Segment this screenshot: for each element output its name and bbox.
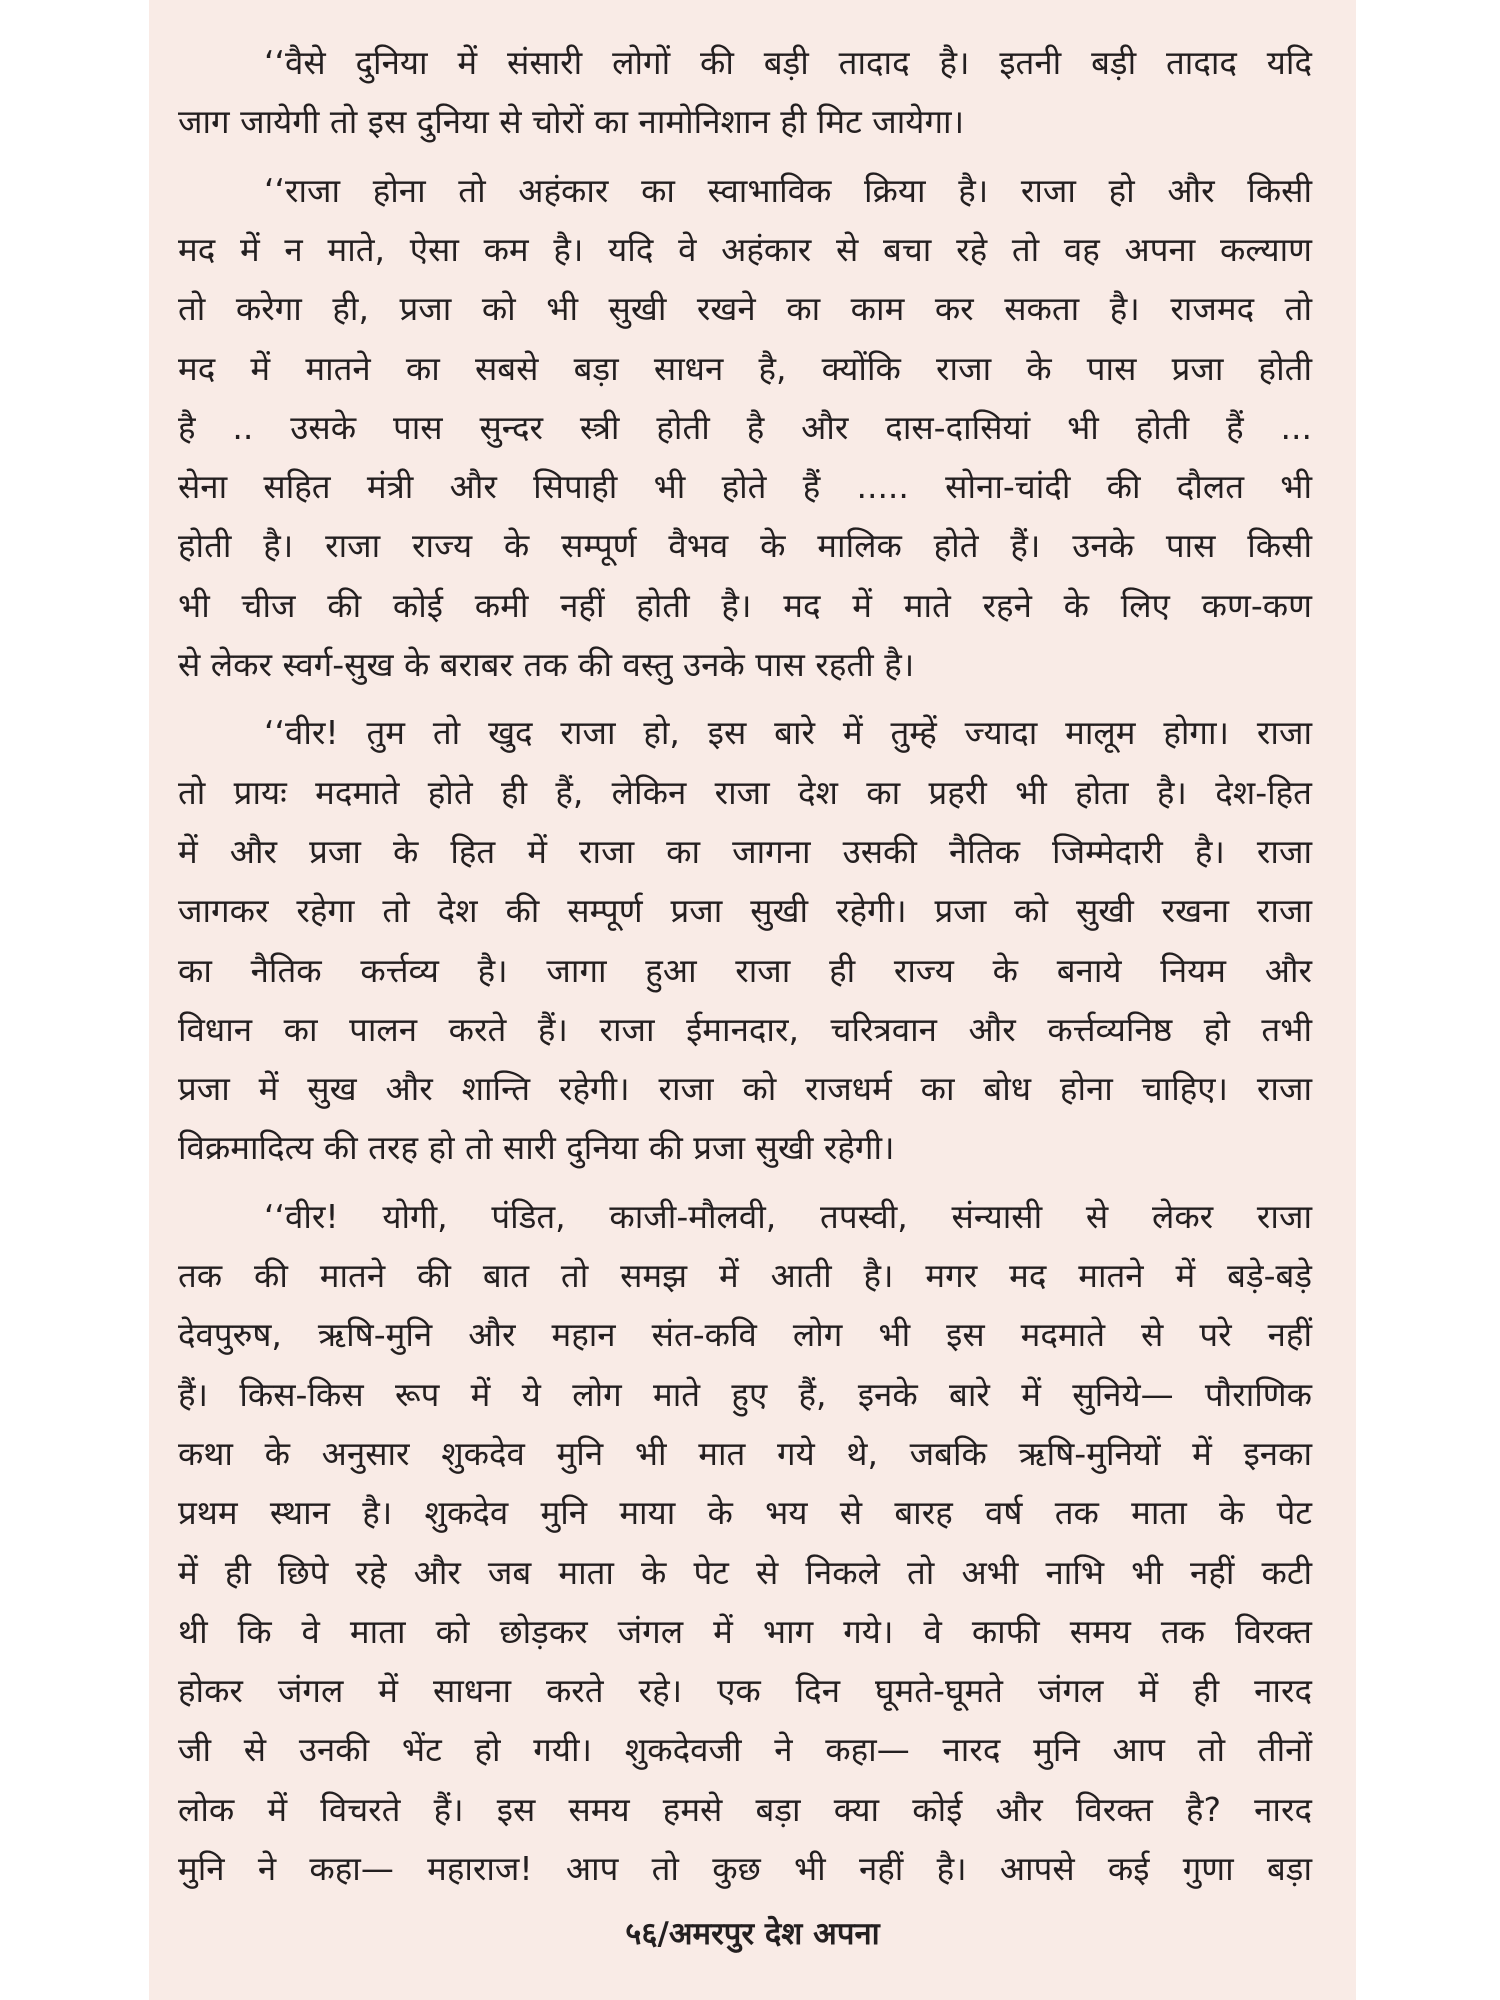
text-line: से लेकर स्वर्ग-सुख के बराबर तक की वस्तु उनके पास रहती है। <box>178 645 915 684</box>
text-line: देवपुरुष, ऋषि-मुनि और महान संत-कवि लोग भी इस मदमाते से परे नहीं <box>178 1315 1312 1355</box>
text-line: मुनि ने कहा— महाराज! आप तो कुछ भी नहीं है। आपसे कई गुणा बड़ा <box>178 1849 1312 1888</box>
text-line: मद में मातने का सबसे बड़ा साधन है, क्योंकि राजा के पास प्रजा होती <box>178 348 1312 388</box>
text-line: लोक में विचरते हैं। इस समय हमसे बड़ा क्या कोई और विरक्त है? नारद <box>178 1789 1312 1829</box>
text-line: होकर जंगल में साधना करते रहे। एक दिन घूमते-घूमते जंगल में ही नारद <box>178 1671 1312 1711</box>
text-line: हैं। किस-किस रूप में ये लोग माते हुए हैं, इनके बारे में सुनिये— पौराणिक <box>178 1374 1312 1414</box>
text-line: थी कि वे माता को छोड़कर जंगल में भाग गये। वे काफी समय तक विरक्त <box>178 1611 1312 1651</box>
text-line: जी से उनकी भेंट हो गयी। शुकदेवजी ने कहा— नारद मुनि आप तो तीनों <box>178 1730 1312 1770</box>
text-line: सेना सहित मंत्री और सिपाही भी होते हैं ..... सोना-चांदी की दौलत भी <box>178 467 1312 507</box>
text-line: ‘‘वैसे दुनिया में संसारी लोगों की बड़ी तादाद है। इतनी बड़ी तादाद यदि <box>264 43 1312 82</box>
text-line: का नैतिक कर्त्तव्य है। जागा हुआ राजा ही राज्य के बनाये नियम और <box>178 950 1312 990</box>
text-line: विक्रमादित्य की तरह हो तो सारी दुनिया की प्रजा सुखी रहेगी। <box>178 1128 895 1168</box>
page-footer: ५६/अमरपुर देश अपना <box>625 1916 880 1952</box>
text-line: कथा के अनुसार शुकदेव मुनि भी मात गये थे, जबकि ऋषि-मुनियों में इनका <box>178 1433 1312 1473</box>
text-line: तो करेगा ही, प्रजा को भी सुखी रखने का काम कर सकता है। राजमद तो <box>178 289 1312 329</box>
text-line: विधान का पालन करते हैं। राजा ईमानदार, चरित्रवान और कर्त्तव्यनिष्ठ हो तभी <box>178 1009 1312 1049</box>
text-line: ‘‘वीर! योगी, पंडित, काजी-मौलवी, तपस्वी, संन्यासी से लेकर राजा <box>264 1196 1312 1236</box>
text-line: में ही छिपे रहे और जब माता के पेट से निकले तो अभी नाभि भी नहीं कटी <box>178 1552 1312 1592</box>
text-line: ‘‘वीर! तुम तो खुद राजा हो, इस बारे में तुम्हें ज्यादा मालूम होगा। राजा <box>264 713 1312 753</box>
text-line: मद में न माते, ऐसा कम है। यदि वे अहंकार से बचा रहे तो वह अपना कल्याण <box>178 229 1312 269</box>
text-line: जागकर रहेगा तो देश की सम्पूर्ण प्रजा सुखी रहेगी। प्रजा को सुखी रखना राजा <box>178 891 1312 931</box>
text-line: होती है। राजा राज्य के सम्पूर्ण वैभव के मालिक होते हैं। उनके पास किसी <box>178 526 1312 566</box>
text-line: तक की मातने की बात तो समझ में आती है। मगर मद मातने में बड़े-बड़े <box>178 1256 1313 1295</box>
text-line: में और प्रजा के हित में राजा का जागना उसकी नैतिक जिम्मेदारी है। राजा <box>178 831 1312 871</box>
text-line: जाग जायेगी तो इस दुनिया से चोरों का नामोनिशान ही मिट जायेगा। <box>178 102 965 142</box>
text-line: है .. उसके पास सुन्दर स्त्री होती है और दास-दासियां भी होती हैं ... <box>178 407 1312 447</box>
text-line: ‘‘राजा होना तो अहंकार का स्वाभाविक क्रिया है। राजा हो और किसी <box>264 170 1312 210</box>
text-line: तो प्रायः मदमाते होते ही हैं, लेकिन राजा देश का प्रहरी भी होता है। देश-हित <box>178 772 1312 812</box>
text-line: भी चीज की कोई कमी नहीं होती है। मद में माते रहने के लिए कण-कण <box>178 585 1312 625</box>
text-line: प्रथम स्थान है। शुकदेव मुनि माया के भय से बारह वर्ष तक माता के पेट <box>178 1493 1312 1533</box>
text-line: प्रजा में सुख और शान्ति रहेगी। राजा को राजधर्म का बोध होना चाहिए। राजा <box>178 1069 1312 1109</box>
book-page <box>149 0 1356 2000</box>
